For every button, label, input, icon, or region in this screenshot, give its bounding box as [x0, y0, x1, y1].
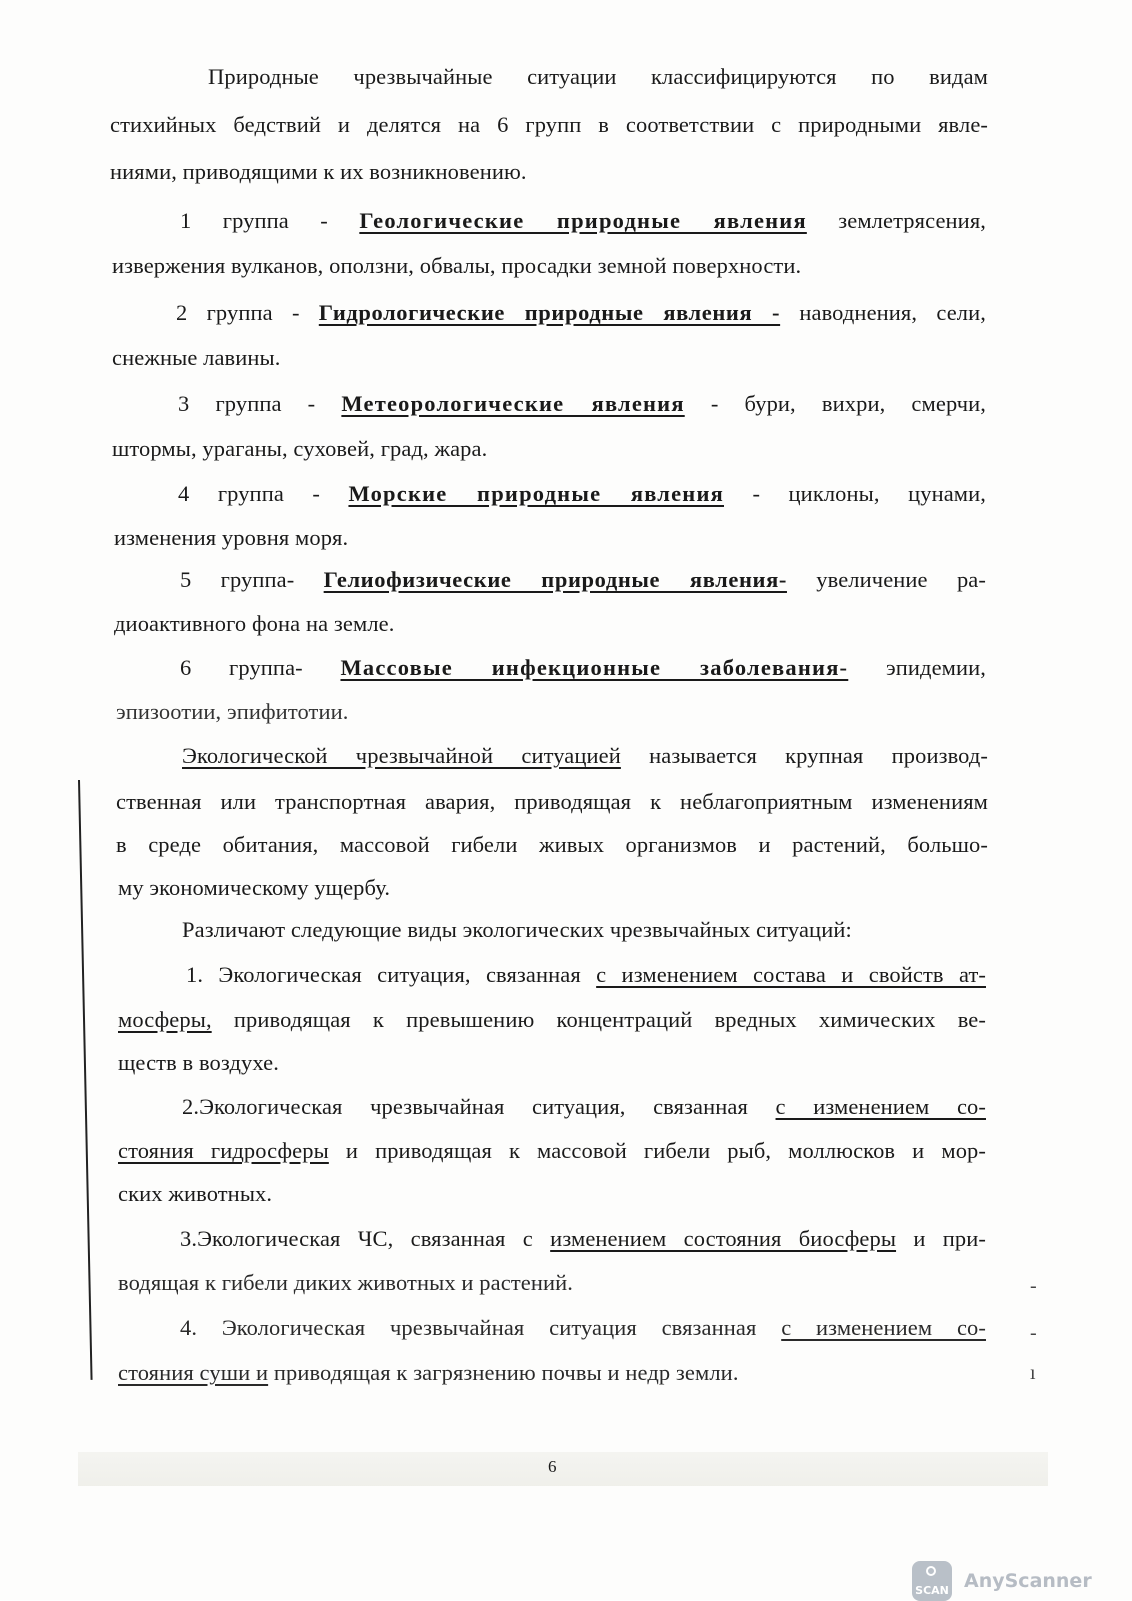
group-5-line: [180, 565, 986, 595]
group-3-title: Метеорологические явления: [341, 391, 685, 416]
eco-line-3: в среде обитания, массовой гибели живых организмов и растений, большо-: [116, 832, 988, 857]
eco-line-4: му экономическому ущербу.: [118, 875, 391, 900]
group-5-prefix: 5 группа-: [180, 567, 324, 592]
eco-line-1-rest: называется крупная производ-: [620, 743, 988, 768]
kind-1-text-2: приводящая к превышению концентраций вредных химических ве-: [211, 1007, 986, 1032]
kind-1-line-2: [118, 1005, 986, 1035]
margin-mark: -: [1030, 1322, 1037, 1344]
kind-1-line-1: [186, 960, 986, 990]
scanner-watermark: [912, 1561, 1092, 1601]
kind-4-underlined-2: стояния суши и: [118, 1360, 269, 1385]
kind-3-text-2: и при-: [896, 1226, 986, 1251]
kind-2-underlined: с изменением со-: [775, 1094, 986, 1119]
group-2-line-2: снежные лавины.: [112, 345, 281, 370]
kind-1-text: 1. Экологическая ситуация, связанная: [186, 962, 597, 987]
eco-term: Экологической чрезвычайной ситуацией: [182, 743, 621, 768]
group-3-rest: - бури, вихри, смерчи,: [684, 391, 987, 416]
margin-mark: ı: [1030, 1362, 1036, 1384]
group-6-prefix: 6 группа-: [180, 655, 341, 680]
kind-1-underlined: с изменением состава и свойств ат-: [596, 962, 986, 987]
group-5-title: Гелиофизические природные явления-: [323, 567, 787, 592]
page-footer-band: [78, 1452, 1048, 1486]
group-4-line: [178, 479, 986, 509]
kind-1-underlined-2: мосферы,: [118, 1007, 212, 1032]
kind-4-text: 4. Экологическая чрезвычайная ситуация связанная: [180, 1315, 782, 1340]
group-1-line: [180, 206, 986, 236]
page-number: 6: [548, 1457, 557, 1476]
kind-3-line-1: [180, 1224, 986, 1254]
kind-4-line-2: [118, 1358, 739, 1388]
group-2-prefix: 2 группа -: [176, 300, 319, 325]
group-5-rest: увеличение ра-: [786, 567, 986, 592]
group-6-rest: эпидемии,: [848, 655, 986, 680]
group-6-title: Массовые инфекционные заболевания-: [340, 655, 849, 680]
kind-2-text-2: и приводящая к массовой гибели рыб, моллюсков и мор-: [328, 1138, 986, 1163]
group-1-title: Геологические природные явления: [359, 208, 807, 233]
group-3-prefix: 3 группа -: [178, 391, 342, 416]
group-4-title: Морские природные явления: [348, 481, 724, 506]
group-4-prefix: 4 группа -: [178, 481, 349, 506]
kind-2-line-2: [118, 1136, 986, 1166]
kinds-heading: Различают следующие виды экологических чрезвычайных ситуаций:: [182, 917, 852, 942]
kind-2-underlined-2: стояния гидросферы: [118, 1138, 329, 1163]
scanner-logo-text: SCAN: [915, 1584, 949, 1597]
kind-2-line-1: [182, 1092, 986, 1122]
kind-3-line-2: водящая к гибели диких животных и растений.: [118, 1270, 573, 1295]
intro-line-3: ниями, приводящими к их возникновению.: [110, 159, 527, 184]
group-4-rest: - циклоны, цунами,: [724, 481, 986, 506]
eco-line-2: ственная или транспортная авария, приводящая к неблагоприятным изменениям: [116, 789, 988, 814]
group-1-line-2: извержения вулканов, оползни, обвалы, просадки земной поверхности.: [112, 253, 802, 278]
group-1-prefix: 1 группа -: [180, 208, 360, 233]
kind-3-text: 3.Экологическая ЧС, связанная с: [180, 1226, 551, 1251]
kind-4-underlined: с изменением со-: [781, 1315, 986, 1340]
intro-line-2: стихийных бедствий и делятся на 6 групп в соответствии с природными явле-: [110, 112, 988, 137]
scanner-name: AnyScanner: [964, 1570, 1092, 1592]
scanner-logo-icon: [912, 1561, 952, 1601]
group-1-rest: землетрясения,: [806, 208, 986, 233]
group-6-line-2: эпизоотии, эпифитотии.: [116, 699, 349, 724]
group-2-title: Гидрологические природные явления -: [318, 300, 781, 325]
group-3-line-2: штормы, ураганы, суховей, град, жара.: [112, 436, 488, 461]
group-2-line: [176, 298, 986, 328]
margin-pen-line: [78, 780, 93, 1380]
intro-line-1: Природные чрезвычайные ситуации классифицируются по видам: [208, 64, 988, 89]
group-2-rest: наводнения, сели,: [780, 300, 986, 325]
kind-2-text: 2.Экологическая чрезвычайная ситуация, связанная: [182, 1094, 776, 1119]
eco-line-1: [182, 741, 988, 771]
group-4-line-2: изменения уровня моря.: [114, 525, 349, 550]
group-5-line-2: диоактивного фона на земле.: [114, 611, 395, 636]
kind-3-underlined: изменением состояния биосферы: [550, 1226, 897, 1251]
kind-4-text-2: приводящая к загрязнению почвы и недр земли.: [268, 1360, 739, 1385]
kind-4-line-1: [180, 1313, 986, 1343]
kind-2-line-3: ских животных.: [118, 1181, 273, 1206]
kind-1-line-3: ществ в воздухе.: [118, 1050, 279, 1075]
group-6-line: [180, 653, 986, 683]
group-3-line: [178, 389, 986, 419]
margin-mark: -: [1030, 1275, 1037, 1297]
